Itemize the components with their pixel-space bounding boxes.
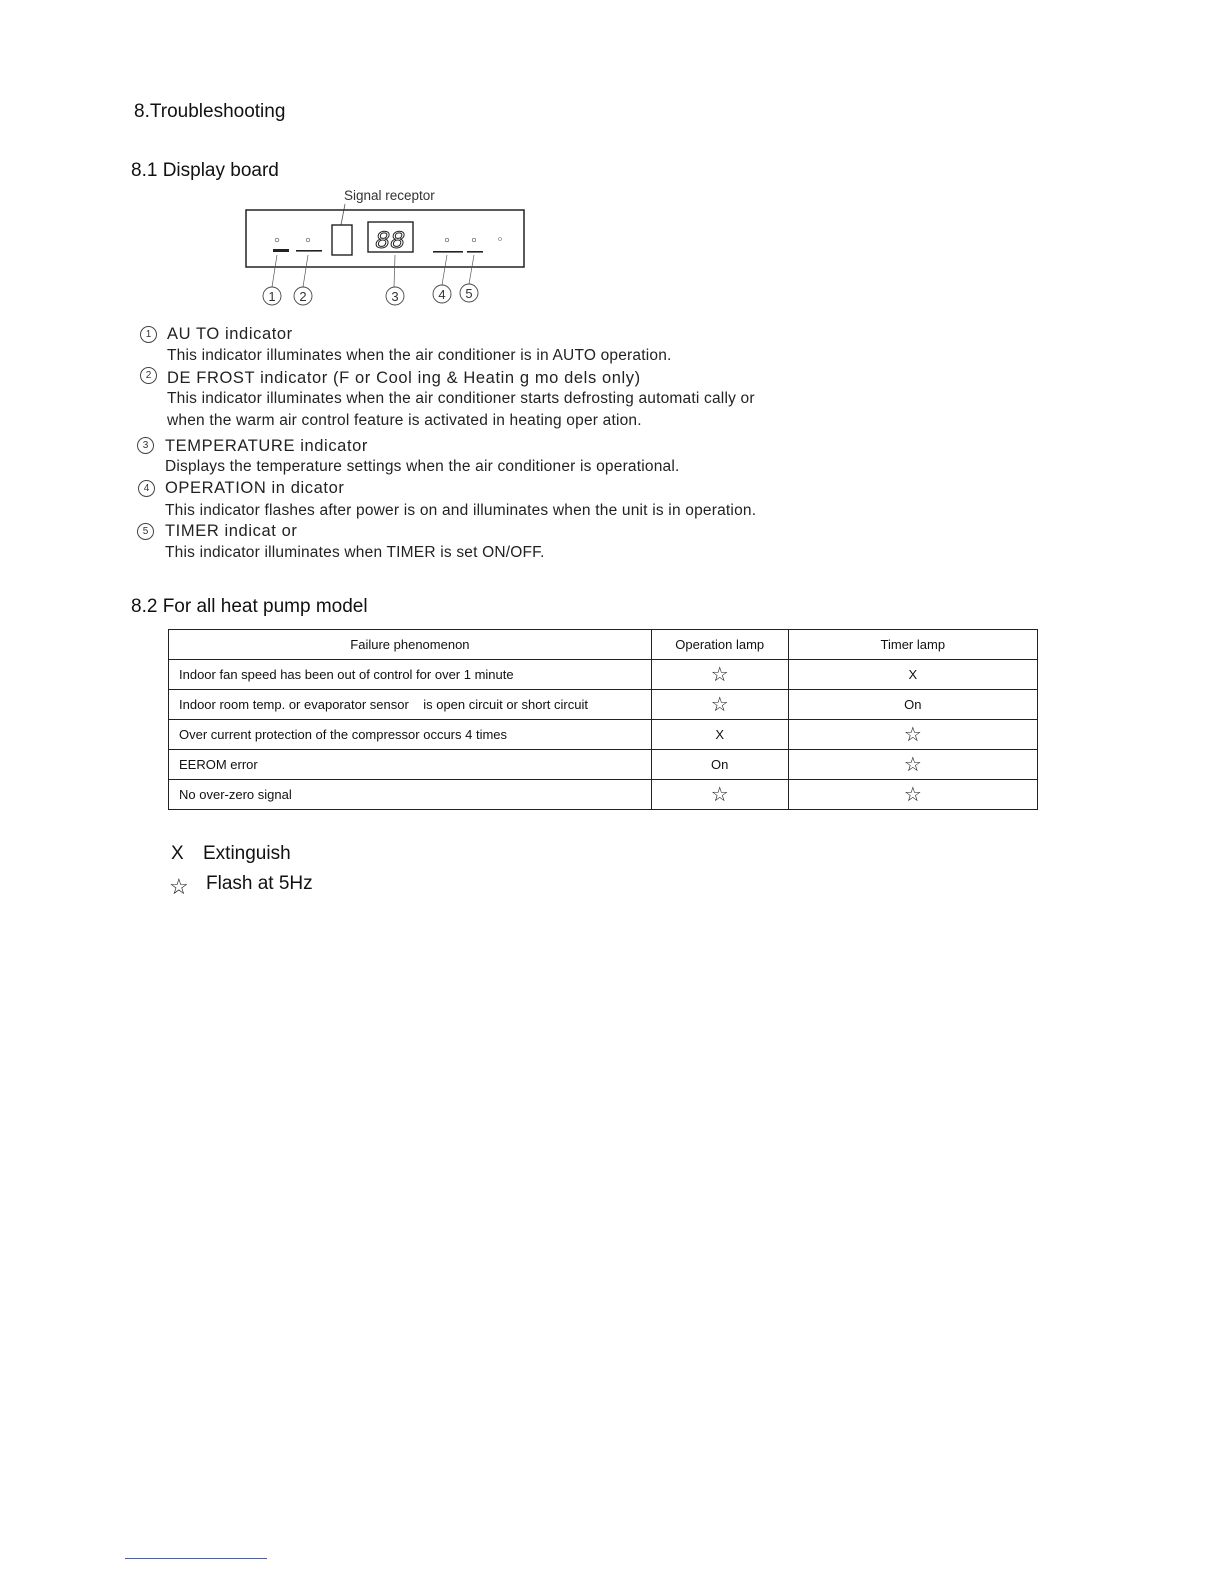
callout-5-number: 5 <box>465 286 473 301</box>
indicator-2-badge: 2 <box>140 367 157 384</box>
table-row <box>169 780 1038 810</box>
timer-lamp-cell: ☆ <box>788 720 1037 750</box>
operation-lamp-cell: ☆ <box>651 780 788 810</box>
operation-indicator-desc: This indicator flashes after power is on and illuminates when the unit is in operation. <box>165 502 757 519</box>
header-timer-lamp: Timer lamp <box>788 630 1037 660</box>
indicator-3-badge: 3 <box>137 437 154 454</box>
table-row <box>169 660 1038 690</box>
legend-text-extinguish: Extinguish <box>203 843 291 864</box>
failure-table <box>168 629 1038 810</box>
timer-lamp-cell: ☆ <box>788 750 1037 780</box>
failure-cell: Over current protection of the compressor occurs 4 times <box>169 720 652 750</box>
indicator-5-badge: 5 <box>137 523 154 540</box>
temperature-indicator-label: TEMPERATURE indicator <box>165 437 369 455</box>
section-title: 8.Troubleshooting <box>134 101 286 122</box>
display-board-diagram <box>244 185 534 310</box>
operation-indicator-lamp <box>433 251 463 253</box>
timer-indicator-label: TIMER indicat or <box>165 522 298 540</box>
auto-indicator-lamp <box>273 249 289 252</box>
footer-rule <box>125 1558 267 1559</box>
temperature-indicator-desc: Displays the temperature settings when the air conditioner is operational. <box>165 458 680 475</box>
timer-indicator-desc: This indicator illuminates when TIMER is set ON/OFF. <box>165 544 545 561</box>
timer-indicator-lamp <box>467 251 483 253</box>
defrost-indicator-desc-line1: This indicator illuminates when the air conditioner starts defrosting automati cally or <box>167 390 755 407</box>
operation-indicator-label: OPERATION in dicator <box>165 479 345 497</box>
failure-cell: Indoor fan speed has been out of control for over 1 minute <box>169 660 652 690</box>
operation-lamp-cell: X <box>651 720 788 750</box>
legend-symbol-star: ☆ <box>169 874 189 899</box>
failure-cell: Indoor room temp. or evaporator sensor is open circuit or short circuit <box>169 690 652 720</box>
table-row <box>169 720 1038 750</box>
callout-3-number: 3 <box>391 289 399 304</box>
indicator-4-badge: 4 <box>138 480 155 497</box>
timer-lamp-cell: X <box>788 660 1037 690</box>
callout-2-number: 2 <box>299 289 307 304</box>
table-header-row <box>169 630 1038 660</box>
operation-lamp-cell: ☆ <box>651 660 788 690</box>
segment-digits: 88 <box>374 227 406 256</box>
signal-receptor-window <box>332 225 352 255</box>
callout-4-number: 4 <box>438 287 446 302</box>
legend-text-flash: Flash at 5Hz <box>206 873 313 894</box>
timer-lamp-cell: ☆ <box>788 780 1037 810</box>
table-row <box>169 690 1038 720</box>
failure-cell: EEROM error <box>169 750 652 780</box>
display-board-heading: 8.1 Display board <box>131 160 279 181</box>
table-row <box>169 750 1038 780</box>
signal-receptor-leader <box>341 204 345 225</box>
defrost-indicator-desc-line2: when the warm air control feature is activated in heating oper ation. <box>167 412 642 429</box>
header-operation-lamp: Operation lamp <box>651 630 788 660</box>
heat-pump-heading: 8.2 For all heat pump model <box>131 596 368 617</box>
auto-indicator-label: AU TO indicator <box>167 325 293 343</box>
defrost-indicator-lamp <box>296 250 322 252</box>
operation-lamp-cell: On <box>651 750 788 780</box>
operation-lamp-cell: ☆ <box>651 690 788 720</box>
callout-1-number: 1 <box>268 289 276 304</box>
defrost-indicator-label: DE FROST indicator (F or Cool ing & Heatin g mo dels only) <box>167 369 641 387</box>
auto-indicator-desc: This indicator illuminates when the air conditioner is in AUTO operation. <box>167 347 672 364</box>
indicator-1-badge: 1 <box>140 326 157 343</box>
legend-symbol-x: X <box>171 843 184 864</box>
failure-cell: No over-zero signal <box>169 780 652 810</box>
signal-receptor-label: Signal receptor <box>344 188 435 203</box>
header-failure-phenomenon: Failure phenomenon <box>169 630 652 660</box>
timer-lamp-cell: On <box>788 690 1037 720</box>
